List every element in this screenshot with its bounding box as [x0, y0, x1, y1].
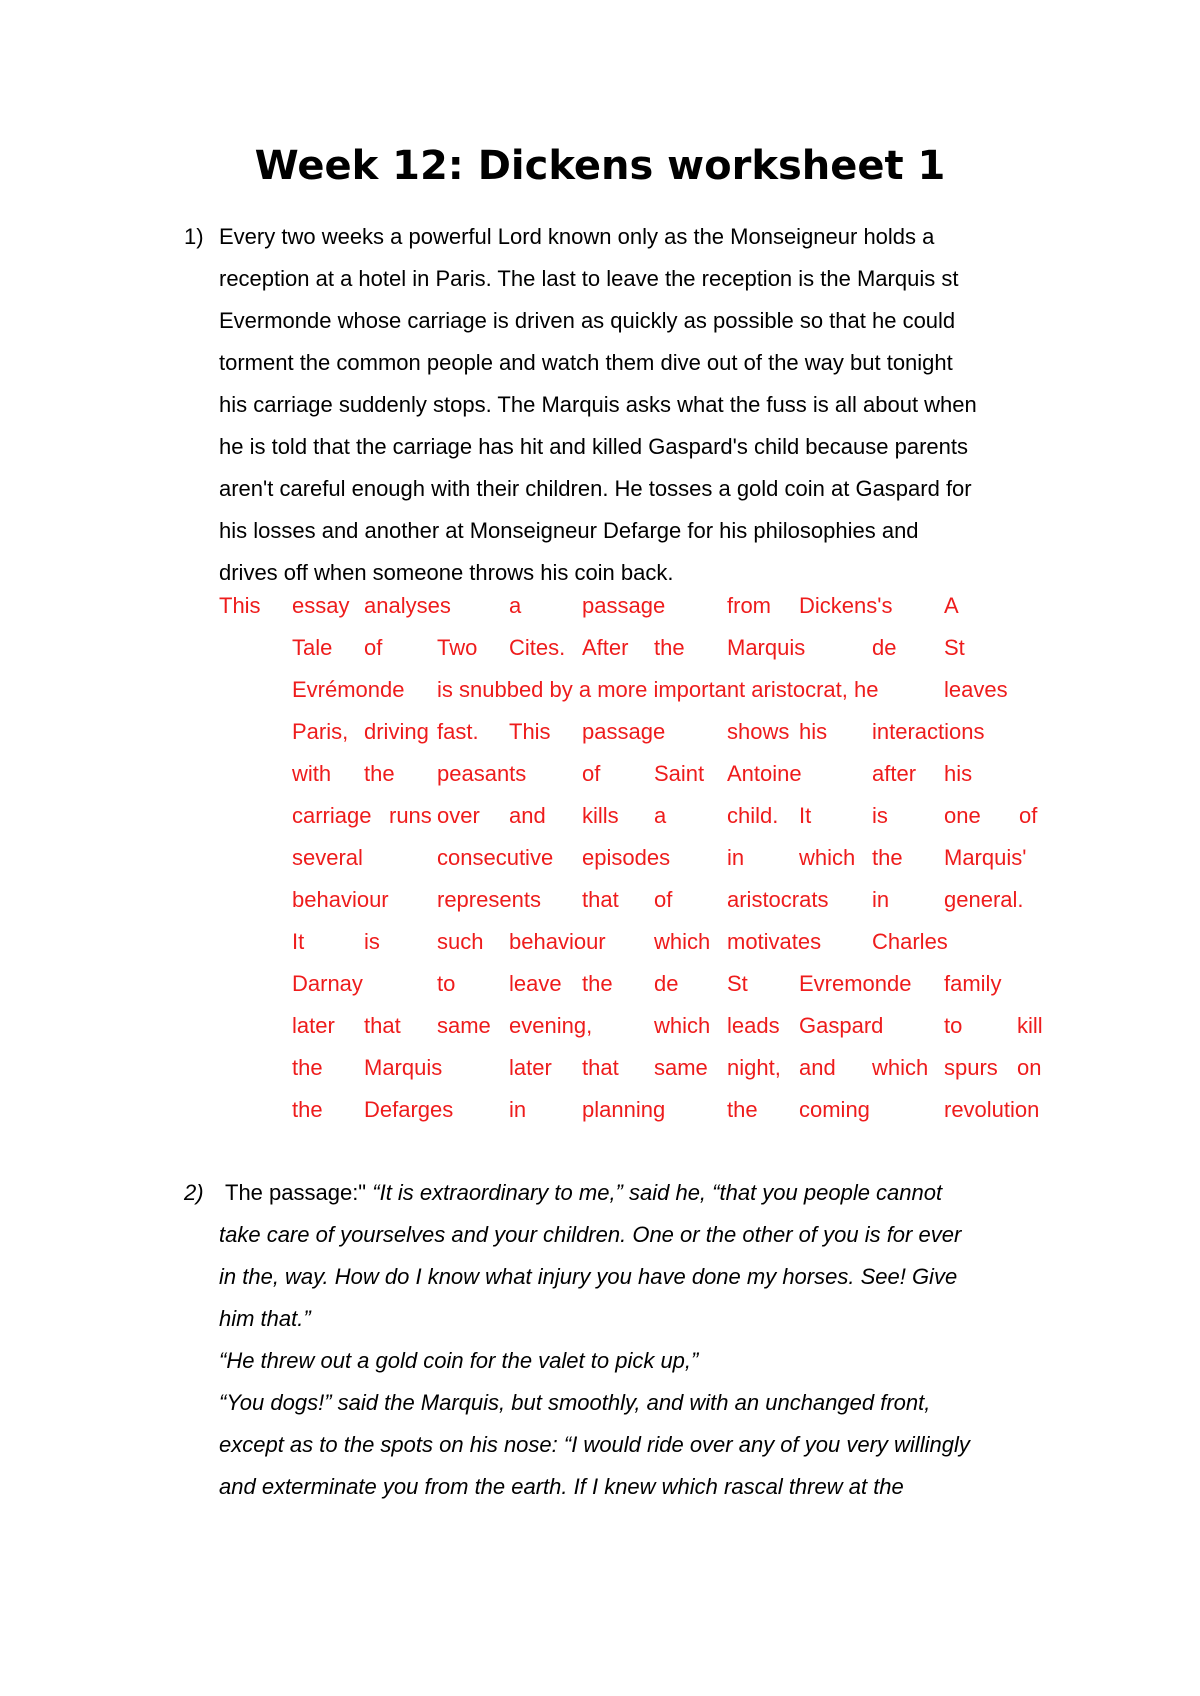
answer-cell: his: [944, 761, 973, 786]
answer-cell: with: [292, 761, 332, 786]
answer-cell: motivates: [727, 929, 822, 954]
answer-cell: spurs: [944, 1055, 998, 1080]
answer-cell: It: [292, 929, 305, 954]
quote-line: him that.”: [219, 1306, 311, 1331]
answer-cell: Defarges: [364, 1097, 454, 1122]
answer-cell: which: [872, 1055, 929, 1080]
answer-cell: same: [654, 1055, 708, 1080]
answer-cell: This: [219, 593, 261, 618]
answer-row: [219, 627, 1099, 669]
answer-cell: evening,: [509, 1013, 593, 1038]
answer-cell: such: [437, 929, 484, 954]
answer-cell: several: [292, 845, 363, 870]
quote-line: “He threw out a gold coin for the valet to pick up,”: [219, 1348, 699, 1373]
answer-cell: in: [872, 887, 890, 912]
answer-cell: Darnay: [292, 971, 363, 996]
question-1-line: his losses and another at Monseigneur Defarge for his philosophies and: [219, 518, 919, 543]
answer-cell: leads: [727, 1013, 780, 1038]
answer-cell: to: [944, 1013, 963, 1038]
answer-cell: from: [727, 593, 771, 618]
answer-cell: Marquis: [364, 1055, 443, 1080]
answer-cell: is snubbed by a more important aristocrat, he: [437, 677, 879, 702]
answer-cell: fast.: [437, 719, 479, 744]
answer-cell: driving: [364, 719, 429, 744]
answer-cell: is: [364, 929, 380, 954]
answer-cell: Saint: [654, 761, 705, 786]
answer-cell: leave: [509, 971, 562, 996]
answer-cell: passage: [582, 719, 666, 744]
answer-cell: carriage: [292, 803, 372, 828]
answer-row: [219, 837, 1099, 879]
answer-cell: revolution: [944, 1097, 1040, 1122]
answer-cell: that: [364, 1013, 401, 1038]
answer-cell: to: [437, 971, 456, 996]
answer-cell: Marquis: [727, 635, 806, 660]
answer-cell: after: [872, 761, 917, 786]
question-1-line: drives off when someone throws his coin back.: [219, 560, 674, 585]
quote-line: in the, way. How do I know what injury you have done my horses. See! Give: [219, 1264, 958, 1289]
quote-line: “You dogs!” said the Marquis, but smoothly, and with an unchanged front,: [219, 1390, 931, 1415]
question-2-first-line: [219, 1172, 942, 1214]
answer-row: [219, 753, 1099, 795]
answer-cell: a: [509, 593, 522, 618]
answer-cell: runs: [389, 803, 432, 828]
answer-cell: over: [437, 803, 480, 828]
answer-row: [219, 1089, 1099, 1131]
answer-cell: the: [727, 1097, 758, 1122]
answer-cell: After: [582, 635, 629, 660]
answer-cell: behaviour: [509, 929, 606, 954]
quote-line: except as to the spots on his nose: “I would ride over any of you very willingly: [219, 1432, 970, 1457]
answer-row: [219, 711, 1099, 753]
answer-row: [219, 585, 1099, 627]
answer-cell: later: [509, 1055, 552, 1080]
answer-cell: Tale: [292, 635, 333, 660]
answer-cell: same: [437, 1013, 491, 1038]
answer-row: [219, 1005, 1099, 1047]
question-1-line: Every two weeks a powerful Lord known only as the Monseigneur holds a: [219, 224, 935, 249]
answer-cell: kills: [582, 803, 619, 828]
answer-cell: Paris,: [292, 719, 349, 744]
answer-cell: is: [872, 803, 888, 828]
answer-cell: de: [872, 635, 897, 660]
answer-cell: one: [944, 803, 981, 828]
answer-cell: interactions: [872, 719, 985, 744]
answer-cell: that: [582, 887, 619, 912]
answer-cell: represents: [437, 887, 541, 912]
question-1-line: torment the common people and watch them dive out of the way but tonight: [219, 350, 953, 375]
answer-cell: the: [364, 761, 395, 786]
answer-cell: Evrémonde: [292, 677, 405, 702]
answer-cell: aristocrats: [727, 887, 829, 912]
question-2-lead: The passage:": [225, 1180, 367, 1205]
answer-cell: his: [799, 719, 828, 744]
answer-cell: Cites.: [509, 635, 566, 660]
answer-cell: the: [292, 1055, 323, 1080]
answer-cell: St: [727, 971, 748, 996]
quote-line: and exterminate you from the earth. If I knew which rascal threw at the: [219, 1474, 904, 1499]
answer-cell: Two: [437, 635, 478, 660]
answer-cell: general.: [944, 887, 1024, 912]
answer-row: [219, 963, 1099, 1005]
answer-cell: Marquis': [944, 845, 1027, 870]
answer-cell: family: [944, 971, 1002, 996]
quote-line: take care of yourselves and your children. One or the other of you is for ever: [219, 1222, 962, 1247]
answer-cell: of: [582, 761, 601, 786]
answer-cell: that: [582, 1055, 619, 1080]
answer-cell: and: [799, 1055, 836, 1080]
question-1-line: Evermonde whose carriage is driven as quickly as possible so that he could: [219, 308, 956, 333]
answer-cell: St: [944, 635, 965, 660]
quote-line: “It is extraordinary to me,” said he, “that you people cannot: [372, 1180, 943, 1205]
question-1-line: reception at a hotel in Paris. The last to leave the reception is the Marquis st: [219, 266, 959, 291]
answer-cell: Gaspard: [799, 1013, 884, 1038]
answer-cell: shows: [727, 719, 790, 744]
answer-cell: the: [654, 635, 685, 660]
answer-cell: coming: [799, 1097, 870, 1122]
question-1-number: 1): [184, 224, 204, 249]
question-1-line: he is told that the carriage has hit and killed Gaspard's child because parents: [219, 434, 968, 459]
answer-row: [219, 1047, 1099, 1089]
answer-cell: Evremonde: [799, 971, 912, 996]
answer-cell: Antoine: [727, 761, 802, 786]
question-2-number: 2): [184, 1180, 204, 1205]
answer-row: [219, 921, 1099, 963]
answer-row: [219, 879, 1099, 921]
answer-cell: in: [509, 1097, 527, 1122]
answer-cell: planning: [582, 1097, 666, 1122]
answer-cell: the: [872, 845, 903, 870]
answer-cell: the: [292, 1097, 323, 1122]
answer-cell: consecutive: [437, 845, 554, 870]
question-1-line: his carriage suddenly stops. The Marquis asks what the fuss is all about when: [219, 392, 977, 417]
answer-row: [219, 669, 1099, 711]
answer-cell: analyses: [364, 593, 451, 618]
answer-cell: leaves: [944, 677, 1008, 702]
answer-cell: which: [654, 1013, 711, 1038]
answer-cell: peasants: [437, 761, 527, 786]
answer-table: [219, 585, 1099, 1131]
answer-cell: of: [1019, 803, 1038, 828]
answer-cell: child.: [727, 803, 779, 828]
answer-cell: of: [364, 635, 383, 660]
answer-cell: a: [654, 803, 667, 828]
answer-cell: on: [1017, 1055, 1042, 1080]
answer-cell: in: [727, 845, 745, 870]
answer-cell: behaviour: [292, 887, 389, 912]
answer-cell: which: [799, 845, 856, 870]
answer-cell: the: [582, 971, 613, 996]
answer-row: [219, 795, 1099, 837]
answer-cell: which: [654, 929, 711, 954]
answer-cell: de: [654, 971, 679, 996]
answer-cell: kill: [1017, 1013, 1043, 1038]
answer-cell: It: [799, 803, 812, 828]
answer-cell: night,: [727, 1055, 781, 1080]
answer-cell: Dickens's: [799, 593, 893, 618]
page-title: Week 12: Dickens worksheet 1: [254, 143, 946, 189]
answer-cell: and: [509, 803, 546, 828]
question-1-line: aren't careful enough with their children. He tosses a gold coin at Gaspard for: [219, 476, 972, 501]
answer-cell: Charles: [872, 929, 948, 954]
answer-cell: essay: [292, 593, 350, 618]
answer-cell: This: [509, 719, 551, 744]
answer-cell: later: [292, 1013, 335, 1038]
answer-cell: passage: [582, 593, 666, 618]
answer-cell: of: [654, 887, 673, 912]
answer-cell: episodes: [582, 845, 671, 870]
answer-cell: A: [944, 593, 959, 618]
